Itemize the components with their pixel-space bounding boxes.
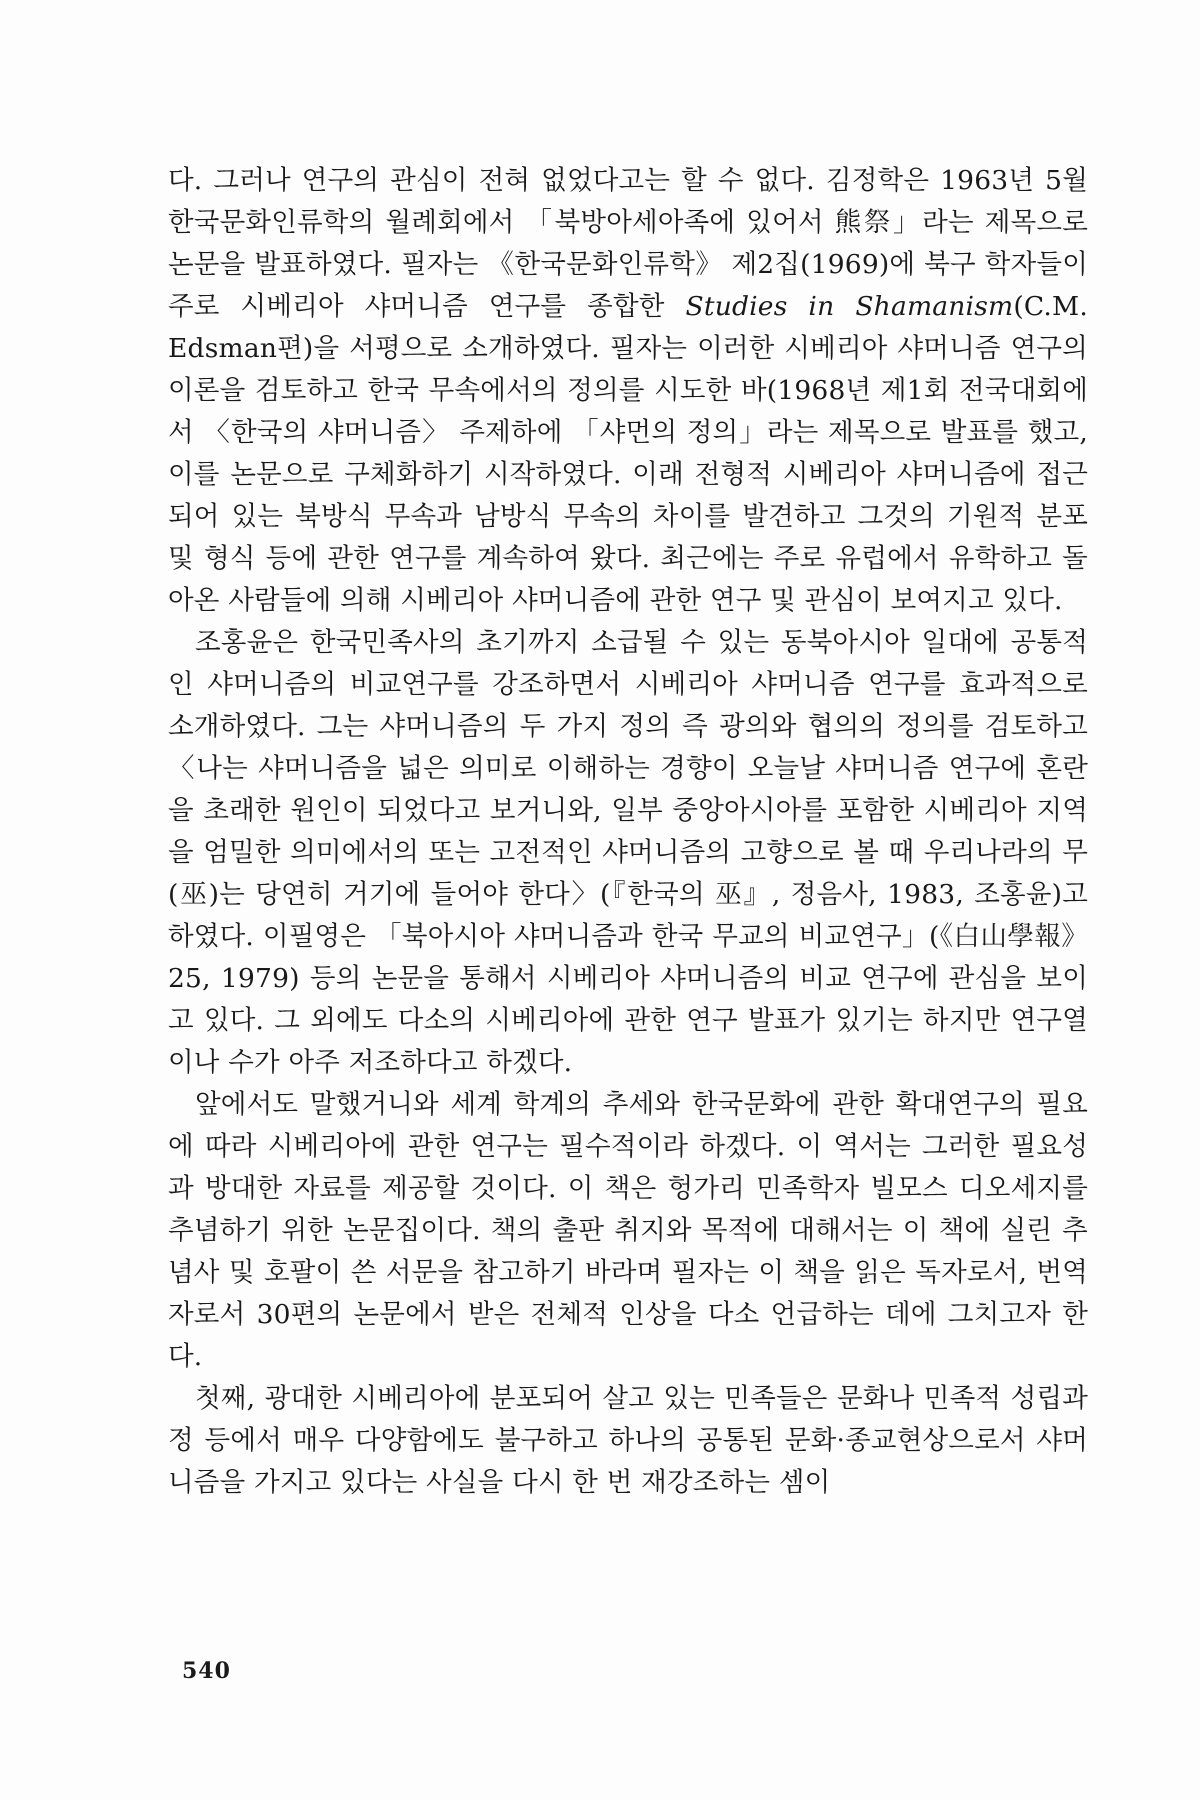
paragraph-2 bbox=[168, 622, 1088, 1084]
paragraph-1 bbox=[168, 160, 1088, 622]
paragraph-1-text-a: 다. 그러나 연구의 관심이 전혀 없었다고는 할 수 없다. 김정학은 1963년 5월 한국문화인류학의 월례회에서 「북방아세아족에 있어서 熊祭」라는 제목으로 논문을 발표하였다. 필자는 《한국문화인류학》 제2집(1969)에 북구 학자들이 주로 시베리아 샤머니즘 연구를 종합한 bbox=[168, 165, 1088, 322]
body-text bbox=[168, 160, 1088, 1504]
paragraph-4-text: 첫째, 광대한 시베리아에 분포되어 살고 있는 민족들은 문화나 민족적 성립과정 등에서 매우 다양함에도 불구하고 하나의 공통된 문화·종교현상으로서 샤머니즘을 가지고 있다는 사실을 다시 한 번 재강조하는 셈이 bbox=[168, 1383, 1088, 1498]
paragraph-3 bbox=[168, 1084, 1088, 1378]
page-number: 540 bbox=[182, 1658, 231, 1684]
paragraph-3-text: 앞에서도 말했거니와 세계 학계의 추세와 한국문화에 관한 확대연구의 필요에 따라 시베리아에 관한 연구는 필수적이라 하겠다. 이 역서는 그러한 필요성과 방대한 자료를 제공할 것이다. 이 책은 헝가리 민족학자 빌모스 디오세지를 추념하기 위한 논문집이다. 책의 출판 취지와 목적에 대해서는 이 책에 실린 추념사 및 호팔이 쓴 서문을 참고하기 바라며 필자는 이 책을 읽은 독자로서, 번역자로서 30편의 논문에서 받은 전체적 인상을 다소 언급하는 데에 그치고자 한다. bbox=[168, 1089, 1088, 1372]
book-title-studies-in-shamanism: Studies in Shamanism bbox=[685, 291, 1014, 322]
paragraph-4 bbox=[168, 1378, 1088, 1504]
paragraph-1-text-b: (C.M. Edsman편)을 서평으로 소개하였다. 필자는 이러한 시베리아 샤머니즘 연구의 이론을 검토하고 한국 무속에서의 정의를 시도한 바(1968년 제1회 전국대회에서 〈한국의 샤머니즘〉 주제하에 「샤먼의 정의」라는 제목으로 발표를 했고, 이를 논문으로 구체화하기 시작하였다. 이래 전형적 시베리아 샤머니즘에 접근되어 있는 북방식 무속과 남방식 무속의 차이를 발견하고 그것의 기원적 분포 및 형식 등에 관한 연구를 계속하여 왔다. 최근에는 주로 유럽에서 유학하고 돌아온 사람들에 의해 시베리아 샤머니즘에 관한 연구 및 관심이 보여지고 있다. bbox=[168, 291, 1088, 616]
paragraph-2-text: 조홍윤은 한국민족사의 초기까지 소급될 수 있는 동북아시아 일대에 공통적인 샤머니즘의 비교연구를 강조하면서 시베리아 샤머니즘 연구를 효과적으로 소개하였다. 그는 샤머니즘의 두 가지 정의 즉 광의와 협의의 정의를 검토하고 〈나는 샤머니즘을 넓은 의미로 이해하는 경향이 오늘날 샤머니즘 연구에 혼란을 초래한 원인이 되었다고 보거니와, 일부 중앙아시아를 포함한 시베리아 지역을 엄밀한 의미에서의 또는 고전적인 샤머니즘의 고향으로 볼 때 우리나라의 무(巫)는 당연히 거기에 들어야 한다〉(『한국의 巫』, 정음사, 1983, 조홍윤)고 하였다. 이필영은 「북아시아 샤머니즘과 한국 무교의 비교연구」(《白山學報》25, 1979) 등의 논문을 통해서 시베리아 샤머니즘의 비교 연구에 관심을 보이고 있다. 그 외에도 다소의 시베리아에 관한 연구 발표가 있기는 하지만 연구열이나 수가 아주 저조하다고 하겠다. bbox=[168, 627, 1088, 1078]
